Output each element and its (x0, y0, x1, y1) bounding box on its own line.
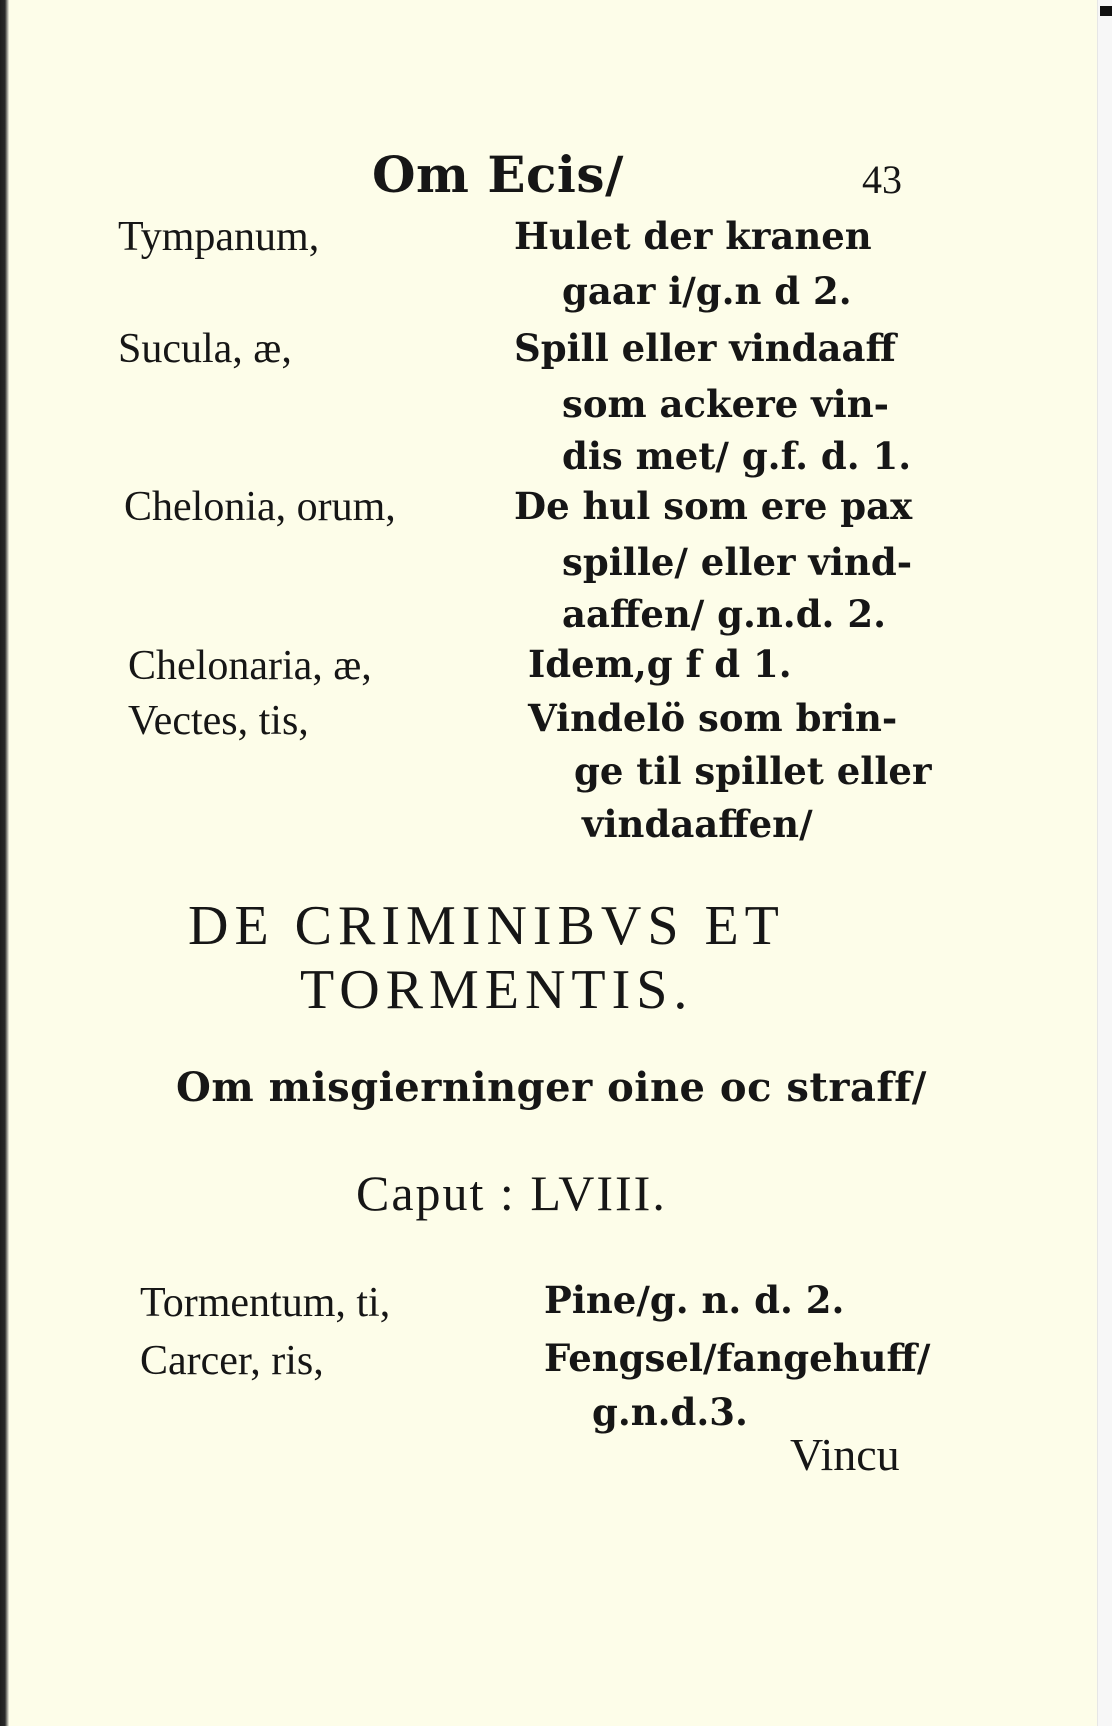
entry-danish: Pine/g. n. d. 2. (544, 1278, 845, 1322)
running-head: Om Ecis/ (372, 145, 624, 204)
entry-latin: Chelonia, orum, (124, 484, 396, 530)
entry-danish: dis met/ g.f. d. 1. (562, 434, 912, 478)
entry-danish: Idem,g f d 1. (528, 642, 792, 686)
entry-danish: Fengsel/fangehuff/ (544, 1336, 931, 1380)
section-title-line2: TORMENTIS. (300, 959, 694, 1021)
scan-corner-mark (1100, 6, 1112, 16)
scan-border-right (1097, 0, 1112, 1726)
catchword: Vincu (790, 1429, 900, 1480)
entry-latin: Carcer, ris, (140, 1338, 324, 1384)
entry-danish: som ackere vin- (562, 382, 889, 426)
entry-latin: Chelonaria, æ, (128, 643, 372, 689)
entry-danish: Vindelö som brin- (528, 696, 898, 740)
entry-danish: vindaaffen/ (582, 802, 813, 846)
entry-danish: ge til spillet eller (574, 749, 932, 793)
entry-latin: Sucula, æ, (118, 326, 292, 372)
entry-latin: Tormentum, ti, (140, 1280, 391, 1326)
entry-danish: gaar i/g.n d 2. (562, 269, 852, 313)
entry-danish: spille/ eller vind- (562, 540, 913, 584)
section-subtitle: Om misgierninger oine oc straff/ (176, 1064, 927, 1111)
chapter-heading: Caput : LVIII. (356, 1165, 667, 1221)
scan-border-left (0, 0, 9, 1726)
entry-danish: aaffen/ g.n.d. 2. (562, 592, 886, 636)
page-number: 43 (862, 157, 902, 202)
section-title-line1: DE CRIMINIBVS ET (188, 895, 785, 957)
entry-danish: Spill eller vindaaff (514, 326, 896, 370)
entry-danish: g.n.d.3. (592, 1390, 748, 1434)
entry-latin: Tympanum, (118, 214, 320, 260)
entry-danish: De hul som ere pax (514, 484, 913, 528)
entry-latin: Vectes, tis, (128, 698, 309, 744)
entry-danish: Hulet der kranen (514, 214, 872, 258)
